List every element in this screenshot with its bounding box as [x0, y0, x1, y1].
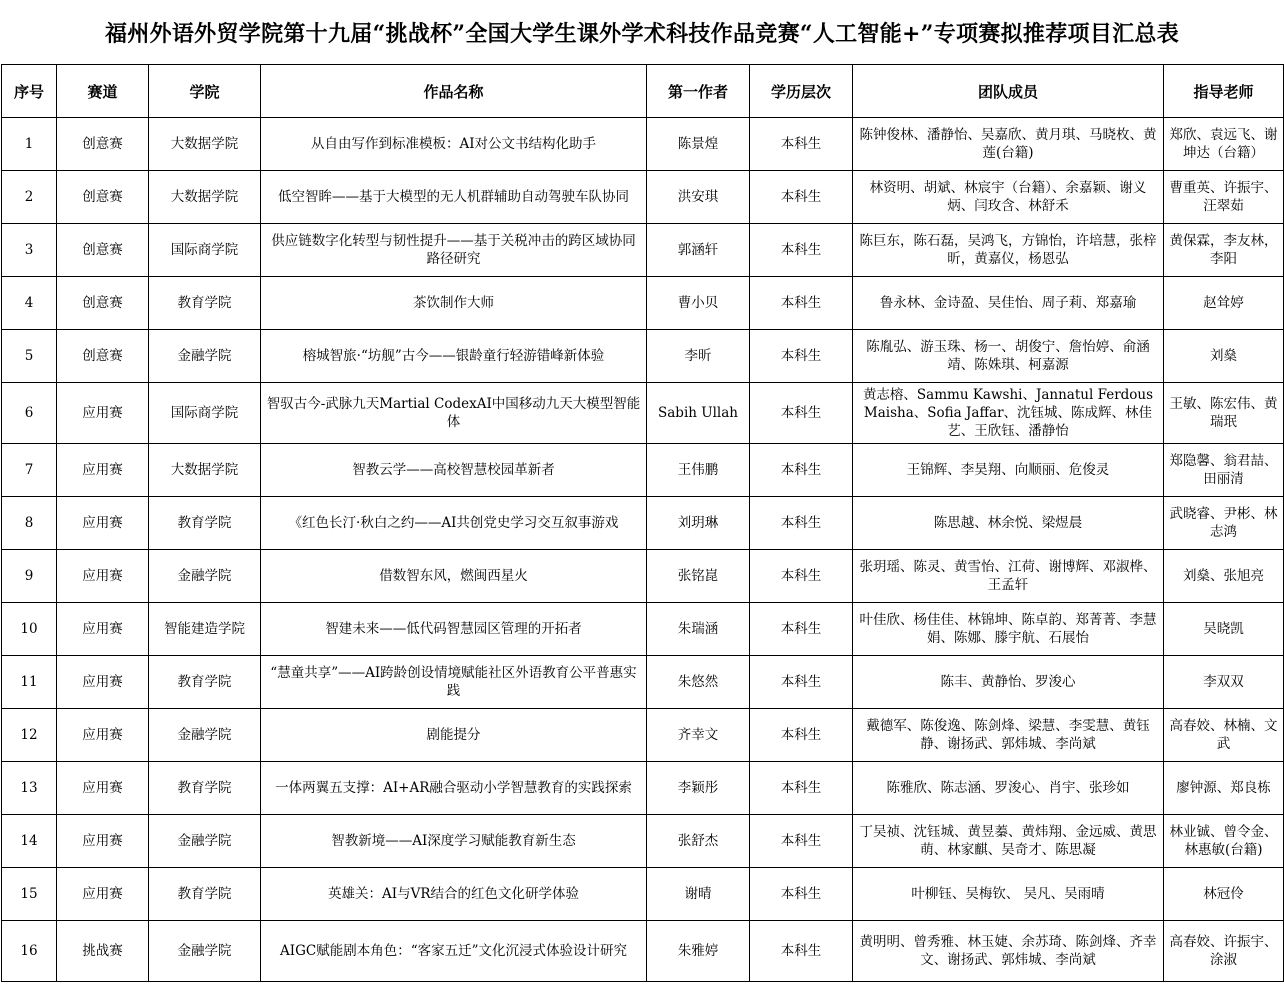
cell-first-author: 朱悠然 [647, 656, 750, 709]
cell-advisor: 吴晓凯 [1164, 603, 1284, 656]
cell-track: 应用赛 [57, 709, 149, 762]
cell-project-name: 供应链数字化转型与韧性提升——基于关税冲击的跨区域协同路径研究 [261, 224, 647, 277]
cell-degree: 本科生 [750, 762, 853, 815]
cell-first-author: 洪安琪 [647, 171, 750, 224]
cell-advisor: 刘燊 [1164, 330, 1284, 383]
cell-project-name: 智驭古今-武脉九天Martial CodexAI中国移动九天大模型智能体 [261, 383, 647, 444]
cell-index: 5 [2, 330, 57, 383]
cell-project-name: “慧童共享”——AI跨龄创设情境赋能社区外语教育公平普惠实践 [261, 656, 647, 709]
cell-first-author: 王伟鹏 [647, 444, 750, 497]
table-row [2, 603, 1284, 656]
cell-first-author: 张舒杰 [647, 815, 750, 868]
table-row [2, 550, 1284, 603]
cell-degree: 本科生 [750, 868, 853, 921]
cell-project-name: 智建未来——低代码智慧园区管理的开拓者 [261, 603, 647, 656]
cell-first-author: 郭涵轩 [647, 224, 750, 277]
cell-college: 国际商学院 [149, 383, 261, 444]
cell-project-name: 茶饮制作大师 [261, 277, 647, 330]
cell-college: 大数据学院 [149, 171, 261, 224]
header-cell: 第一作者 [647, 65, 750, 118]
cell-first-author: 陈景煌 [647, 118, 750, 171]
cell-advisor: 高春姣、许振宇、涂淑 [1164, 921, 1284, 982]
cell-first-author: 张铭崑 [647, 550, 750, 603]
cell-team-members: 陈胤弘、游玉珠、杨一、胡俊宁、詹怡婷、俞涵靖、陈姝琪、柯嘉源 [853, 330, 1164, 383]
cell-advisor: 曹重英、许振宇、汪翠茹 [1164, 171, 1284, 224]
cell-team-members: 陈巨东，陈石磊，吴鸿飞，方锦怡，许培慧，张梓昕，黄嘉仪，杨恩弘 [853, 224, 1164, 277]
cell-first-author: 刘玥琳 [647, 497, 750, 550]
cell-project-name: AIGC赋能剧本角色：“客家五迁”文化沉浸式体验设计研究 [261, 921, 647, 982]
cell-college: 金融学院 [149, 815, 261, 868]
cell-college: 教育学院 [149, 762, 261, 815]
table-row [2, 444, 1284, 497]
cell-index: 7 [2, 444, 57, 497]
cell-index: 6 [2, 383, 57, 444]
cell-college: 教育学院 [149, 868, 261, 921]
cell-degree: 本科生 [750, 383, 853, 444]
cell-team-members: 陈雅欣、陈志涵、罗浚心、肖宇、张珍如 [853, 762, 1164, 815]
cell-team-members: 陈钟俊林、潘静怡、吴嘉欣、黄月琪、马晓枚、黄莲(台籍) [853, 118, 1164, 171]
cell-track: 应用赛 [57, 868, 149, 921]
cell-degree: 本科生 [750, 277, 853, 330]
table-row [2, 224, 1284, 277]
cell-advisor: 林冠伶 [1164, 868, 1284, 921]
cell-track: 创意赛 [57, 171, 149, 224]
cell-degree: 本科生 [750, 444, 853, 497]
cell-track: 应用赛 [57, 762, 149, 815]
cell-team-members: 戴德军、陈俊逸、陈剑烽、梁慧、李雯慧、黄钰静、谢扬武、郭炜城、李尚斌 [853, 709, 1164, 762]
cell-advisor: 高春姣、林楠、文武 [1164, 709, 1284, 762]
table-row [2, 921, 1284, 982]
cell-college: 金融学院 [149, 921, 261, 982]
cell-first-author: 朱雅婷 [647, 921, 750, 982]
cell-team-members: 王锦辉、李昊翔、向顺丽、危俊灵 [853, 444, 1164, 497]
cell-college: 金融学院 [149, 550, 261, 603]
cell-track: 应用赛 [57, 603, 149, 656]
cell-index: 14 [2, 815, 57, 868]
cell-project-name: 从自由写作到标准模板：AI对公文书结构化助手 [261, 118, 647, 171]
cell-degree: 本科生 [750, 709, 853, 762]
cell-degree: 本科生 [750, 550, 853, 603]
cell-degree: 本科生 [750, 815, 853, 868]
project-table [1, 64, 1284, 982]
table-row [2, 497, 1284, 550]
cell-index: 2 [2, 171, 57, 224]
table-row [2, 709, 1284, 762]
cell-index: 10 [2, 603, 57, 656]
table-row [2, 656, 1284, 709]
cell-team-members: 叶柳钰、吴梅钦、 吴凡、吴雨晴 [853, 868, 1164, 921]
cell-track: 应用赛 [57, 497, 149, 550]
cell-index: 16 [2, 921, 57, 982]
cell-index: 11 [2, 656, 57, 709]
cell-index: 1 [2, 118, 57, 171]
cell-first-author: 李昕 [647, 330, 750, 383]
cell-degree: 本科生 [750, 118, 853, 171]
cell-college: 智能建造学院 [149, 603, 261, 656]
cell-index: 9 [2, 550, 57, 603]
cell-track: 应用赛 [57, 444, 149, 497]
cell-first-author: 李颖彤 [647, 762, 750, 815]
table-row [2, 383, 1284, 444]
header-cell: 序号 [2, 65, 57, 118]
page-title: 福州外语外贸学院第十九届“挑战杯”全国大学生课外学术科技作品竞赛“人工智能+”专项赛拟推荐项目汇总表 [104, 20, 1180, 47]
header-cell: 作品名称 [261, 65, 647, 118]
cell-first-author: 曹小贝 [647, 277, 750, 330]
cell-project-name: 借数智东风，燃闽西星火 [261, 550, 647, 603]
cell-college: 教育学院 [149, 656, 261, 709]
table-row [2, 762, 1284, 815]
cell-team-members: 张玥瑶、陈灵、黄雪怡、江荷、谢博辉、邓淑桦、王孟轩 [853, 550, 1164, 603]
cell-track: 挑战赛 [57, 921, 149, 982]
cell-index: 13 [2, 762, 57, 815]
table-row [2, 815, 1284, 868]
table-row [2, 277, 1284, 330]
cell-advisor: 林业铖、曾令金、林惠敏(台籍) [1164, 815, 1284, 868]
cell-project-name: 智教新境——AI深度学习赋能教育新生态 [261, 815, 647, 868]
cell-index: 8 [2, 497, 57, 550]
cell-advisor: 郑隐馨、翁君喆、田丽清 [1164, 444, 1284, 497]
cell-track: 创意赛 [57, 277, 149, 330]
cell-advisor: 王敏、陈宏伟、黄瑞珉 [1164, 383, 1284, 444]
table-row [2, 868, 1284, 921]
cell-degree: 本科生 [750, 921, 853, 982]
cell-advisor: 武晓睿、尹彬、林志鸿 [1164, 497, 1284, 550]
cell-college: 教育学院 [149, 497, 261, 550]
cell-advisor: 廖钟源、郑良栋 [1164, 762, 1284, 815]
table-row [2, 118, 1284, 171]
cell-team-members: 陈丰、黄静怡、罗浚心 [853, 656, 1164, 709]
header-cell: 学历层次 [750, 65, 853, 118]
cell-degree: 本科生 [750, 171, 853, 224]
cell-first-author: 朱瑞涵 [647, 603, 750, 656]
cell-advisor: 刘燊、张旭亮 [1164, 550, 1284, 603]
cell-project-name: 剧能提分 [261, 709, 647, 762]
cell-first-author: Sabih Ullah [647, 383, 750, 444]
cell-team-members: 黄志榕、Sammu Kawshi、Jannatul Ferdous Maisha、Sofia Jaffar、沈钰城、陈成辉、林佳艺、王欣钰、潘静怡 [853, 383, 1164, 444]
cell-college: 大数据学院 [149, 444, 261, 497]
cell-advisor: 郑欣、袁远飞、谢坤达（台籍） [1164, 118, 1284, 171]
cell-college: 金融学院 [149, 709, 261, 762]
table-row [2, 171, 1284, 224]
cell-team-members: 叶佳欣、杨佳佳、林锦坤、陈卓韵、郑菁菁、李慧娟、陈娜、滕宇航、石展怡 [853, 603, 1164, 656]
header-row [2, 65, 1284, 118]
cell-track: 应用赛 [57, 815, 149, 868]
cell-degree: 本科生 [750, 656, 853, 709]
cell-project-name: 榕城智旅·“坊舰”古今——银龄童行轻游错峰新体验 [261, 330, 647, 383]
cell-college: 大数据学院 [149, 118, 261, 171]
cell-index: 4 [2, 277, 57, 330]
cell-index: 12 [2, 709, 57, 762]
cell-degree: 本科生 [750, 603, 853, 656]
cell-track: 应用赛 [57, 383, 149, 444]
cell-project-name: 英雄关：AI与VR结合的红色文化研学体验 [261, 868, 647, 921]
cell-degree: 本科生 [750, 497, 853, 550]
cell-index: 3 [2, 224, 57, 277]
cell-track: 创意赛 [57, 330, 149, 383]
cell-degree: 本科生 [750, 330, 853, 383]
cell-advisor: 赵耸婷 [1164, 277, 1284, 330]
header-cell: 赛道 [57, 65, 149, 118]
cell-team-members: 丁吴祯、沈钰城、黄昱蓁、黄炜翔、金远威、黄思萌、林家麒、吴奇才、陈思凝 [853, 815, 1164, 868]
header-cell: 指导老师 [1164, 65, 1284, 118]
cell-college: 教育学院 [149, 277, 261, 330]
cell-team-members: 陈思越、林余悦、梁煜晨 [853, 497, 1164, 550]
cell-project-name: 《红色长汀·秋白之约——AI共创党史学习交互叙事游戏 [261, 497, 647, 550]
cell-project-name: 一体两翼五支撑：AI+AR融合驱动小学智慧教育的实践探索 [261, 762, 647, 815]
header-cell: 团队成员 [853, 65, 1164, 118]
cell-first-author: 谢晴 [647, 868, 750, 921]
cell-advisor: 李双双 [1164, 656, 1284, 709]
cell-track: 创意赛 [57, 118, 149, 171]
cell-track: 应用赛 [57, 550, 149, 603]
cell-track: 应用赛 [57, 656, 149, 709]
table-row [2, 330, 1284, 383]
cell-degree: 本科生 [750, 224, 853, 277]
cell-team-members: 林资明、胡斌、林宸宇（台籍）、余嘉颖、谢义炳、闫玫含、林舒禾 [853, 171, 1164, 224]
cell-index: 15 [2, 868, 57, 921]
cell-college: 金融学院 [149, 330, 261, 383]
cell-college: 国际商学院 [149, 224, 261, 277]
cell-track: 创意赛 [57, 224, 149, 277]
cell-project-name: 低空智眸——基于大模型的无人机群辅助自动驾驶车队协同 [261, 171, 647, 224]
cell-first-author: 齐幸文 [647, 709, 750, 762]
cell-project-name: 智教云学——高校智慧校园革新者 [261, 444, 647, 497]
cell-team-members: 黄明明、曾秀雅、林玉婕、余苏琦、陈剑烽、齐幸文、谢扬武、郭炜城、李尚斌 [853, 921, 1164, 982]
cell-advisor: 黄保霖，李友林，李阳 [1164, 224, 1284, 277]
cell-team-members: 鲁永林、金诗盈、吴佳怡、周子莉、郑嘉瑜 [853, 277, 1164, 330]
header-cell: 学院 [149, 65, 261, 118]
